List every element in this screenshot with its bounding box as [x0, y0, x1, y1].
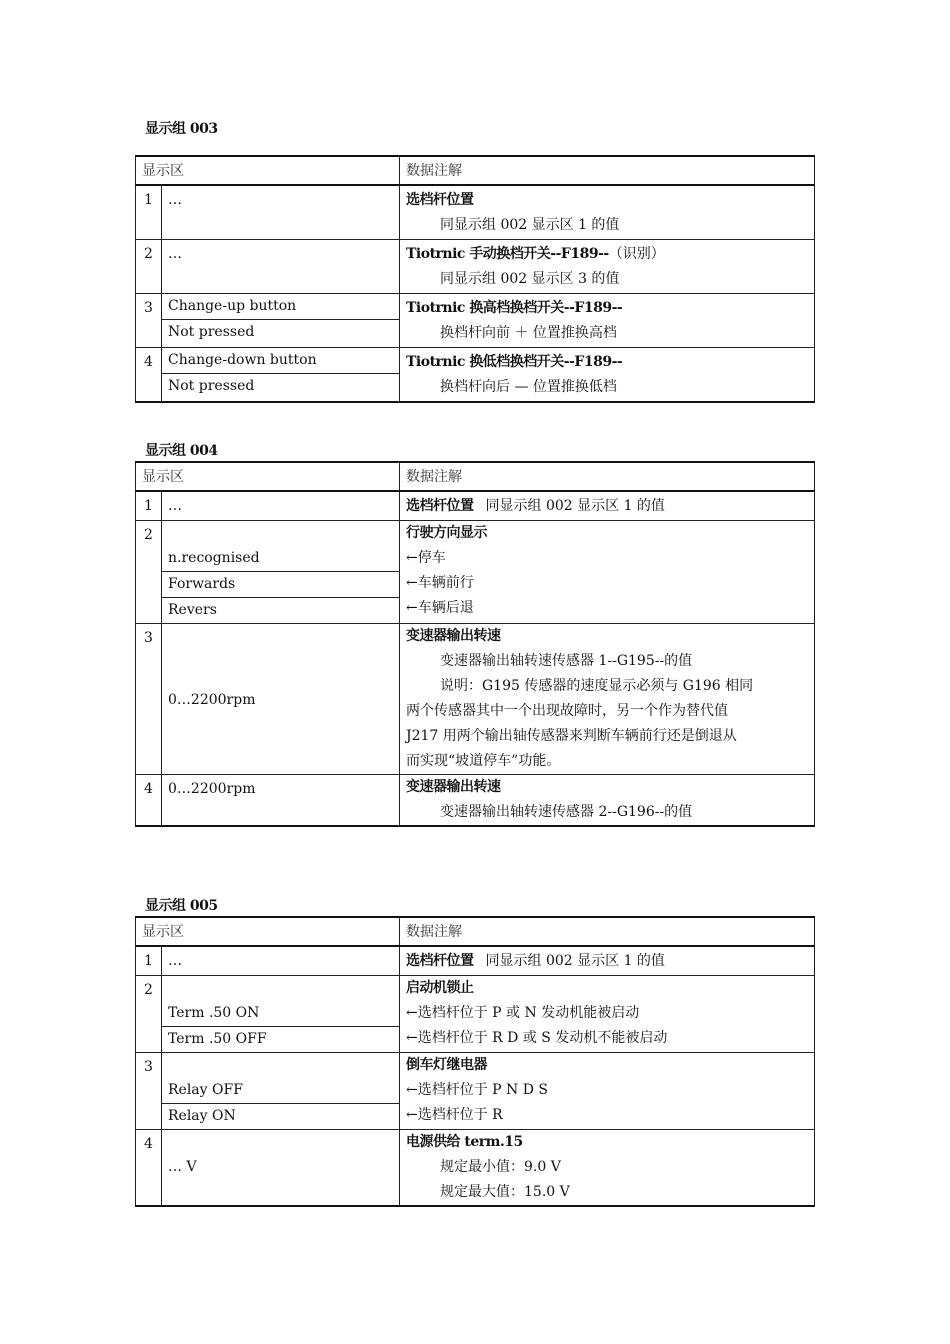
label-line: … V — [168, 1159, 197, 1175]
note-desc: 同显示组 002 显示区 1 的值 — [440, 217, 620, 233]
row-note — [400, 1053, 815, 1130]
row-number: 3 — [136, 294, 162, 348]
row-number: 3 — [136, 1053, 162, 1130]
note-desc: 规定最小值：9.0 V — [440, 1159, 561, 1175]
row-label — [162, 294, 400, 348]
note-title: 选档杆位置 — [406, 192, 474, 208]
table-header — [136, 156, 815, 185]
row-label — [162, 521, 400, 624]
note-desc: 两个传感器其中一个出现故障时，另一个作为替代值 — [406, 703, 728, 719]
note-line: ←选档杆位于 R D 或 S 发动机不能被启动 — [406, 1030, 668, 1046]
note-desc: 换档杆向后 — 位置推换低档 — [440, 379, 617, 395]
label-line: Not pressed — [162, 373, 399, 399]
table-row — [136, 775, 815, 827]
row-number: 1 — [136, 946, 162, 976]
row-number: 2 — [136, 240, 162, 294]
row-number: 4 — [136, 775, 162, 827]
note-title: 行驶方向显示 — [406, 525, 487, 541]
note-desc: 规定最大值：15.0 V — [440, 1184, 570, 1200]
row-note — [400, 294, 815, 348]
row-note — [400, 348, 815, 403]
table-header — [136, 462, 815, 491]
row-number: 4 — [136, 1130, 162, 1207]
note-desc: J217 用两个输出轴传感器来判断车辆前行还是倒退从 — [406, 728, 737, 744]
label-line: Change-up button — [168, 298, 297, 314]
row-number: 2 — [136, 976, 162, 1053]
group003-table — [135, 155, 815, 403]
row-label: 0…2200rpm — [162, 624, 400, 775]
label-line: Change-down button — [168, 352, 317, 368]
label-line: Term .50 OFF — [162, 1026, 399, 1052]
table-row — [136, 624, 815, 775]
note-desc: 变速器输出轴转速传感器 2--G196--的值 — [440, 804, 693, 820]
row-number: 1 — [136, 185, 162, 240]
row-note — [400, 775, 815, 827]
row-note — [400, 624, 815, 775]
note-title-suffix: （识别） — [608, 246, 665, 262]
note-title: 变速器输出转速 — [406, 628, 501, 644]
row-label: 0…2200rpm — [162, 775, 400, 827]
row-note — [400, 946, 815, 976]
table-row — [136, 491, 815, 521]
row-label — [162, 1130, 400, 1207]
label-line: Term .50 ON — [168, 1005, 260, 1021]
group004-heading: 显示组 004 — [145, 443, 218, 459]
label-line: Relay ON — [162, 1103, 399, 1129]
row-number: 2 — [136, 521, 162, 624]
row-number: 3 — [136, 624, 162, 775]
note-line: ←停车 — [406, 550, 446, 566]
row-label: … — [162, 946, 400, 976]
row-note — [400, 1130, 815, 1207]
row-label — [162, 348, 400, 403]
table-row — [136, 185, 815, 240]
note-line: ←选档杆位于 R — [406, 1107, 503, 1123]
table-row — [136, 240, 815, 294]
col-area-header: 显示区 — [136, 462, 400, 491]
table-row — [136, 1053, 815, 1130]
group003-heading: 显示组 003 — [145, 121, 218, 137]
row-label: … — [162, 240, 400, 294]
note-desc: 同显示组 002 显示区 3 的值 — [440, 271, 620, 287]
table-row — [136, 294, 815, 348]
note-line: ←车辆前行 — [406, 575, 474, 591]
table-header — [136, 917, 815, 946]
note-line: ←选档杆位于 P 或 N 发动机能被启动 — [406, 1005, 640, 1021]
note-title: 启动机锁止 — [406, 980, 474, 996]
row-note — [400, 521, 815, 624]
group005-heading: 显示组 005 — [145, 898, 218, 914]
note-line: ←车辆后退 — [406, 600, 474, 616]
note-title: 选档杆位置 — [406, 498, 474, 514]
row-number: 1 — [136, 491, 162, 521]
note-line: ←选档杆位于 P N D S — [406, 1082, 549, 1098]
label-line: Not pressed — [162, 319, 399, 345]
note-desc: 变速器输出轴转速传感器 1--G195--的值 — [440, 653, 693, 669]
label-line: n.recognised — [168, 550, 260, 566]
row-note — [400, 491, 815, 521]
table-row — [136, 946, 815, 976]
row-note — [400, 240, 815, 294]
label-line: Relay OFF — [168, 1082, 243, 1098]
note-title: Tiotrnic 换低档换档开关--F189-- — [406, 354, 623, 370]
row-label — [162, 1053, 400, 1130]
note-title: Tiotrnic 换高档换档开关--F189-- — [406, 300, 623, 316]
note-desc: 换档杆向前 ＋ 位置推换高档 — [440, 325, 617, 341]
table-row — [136, 1130, 815, 1207]
note-title: 倒车灯继电器 — [406, 1057, 487, 1073]
group004-table — [135, 461, 815, 827]
row-label: … — [162, 185, 400, 240]
col-area-header: 显示区 — [136, 156, 400, 185]
note-title: 变速器输出转速 — [406, 779, 501, 795]
row-number: 4 — [136, 348, 162, 403]
col-area-header: 显示区 — [136, 917, 400, 946]
col-note-header: 数据注解 — [400, 917, 815, 946]
row-label: … — [162, 491, 400, 521]
note-desc: 而实现“坡道停车”功能。 — [406, 753, 561, 769]
table-row — [136, 348, 815, 403]
note-title: 电源供给 term.15 — [406, 1134, 523, 1150]
row-label — [162, 976, 400, 1053]
table-row — [136, 976, 815, 1053]
note-desc: 说明：G195 传感器的速度显示必须与 G196 相同 — [440, 678, 754, 694]
note-desc: 同显示组 002 显示区 1 的值 — [485, 953, 665, 969]
col-note-header: 数据注解 — [400, 462, 815, 491]
label-line: Revers — [162, 597, 399, 623]
note-title: Tiotrnic 手动换档开关--F189-- — [406, 246, 609, 262]
label-line: Forwards — [162, 571, 399, 597]
group005-table — [135, 916, 815, 1207]
note-title: 选档杆位置 — [406, 953, 474, 969]
table-row — [136, 521, 815, 624]
col-note-header: 数据注解 — [400, 156, 815, 185]
row-note — [400, 185, 815, 240]
note-desc: 同显示组 002 显示区 1 的值 — [485, 498, 665, 514]
row-note — [400, 976, 815, 1053]
